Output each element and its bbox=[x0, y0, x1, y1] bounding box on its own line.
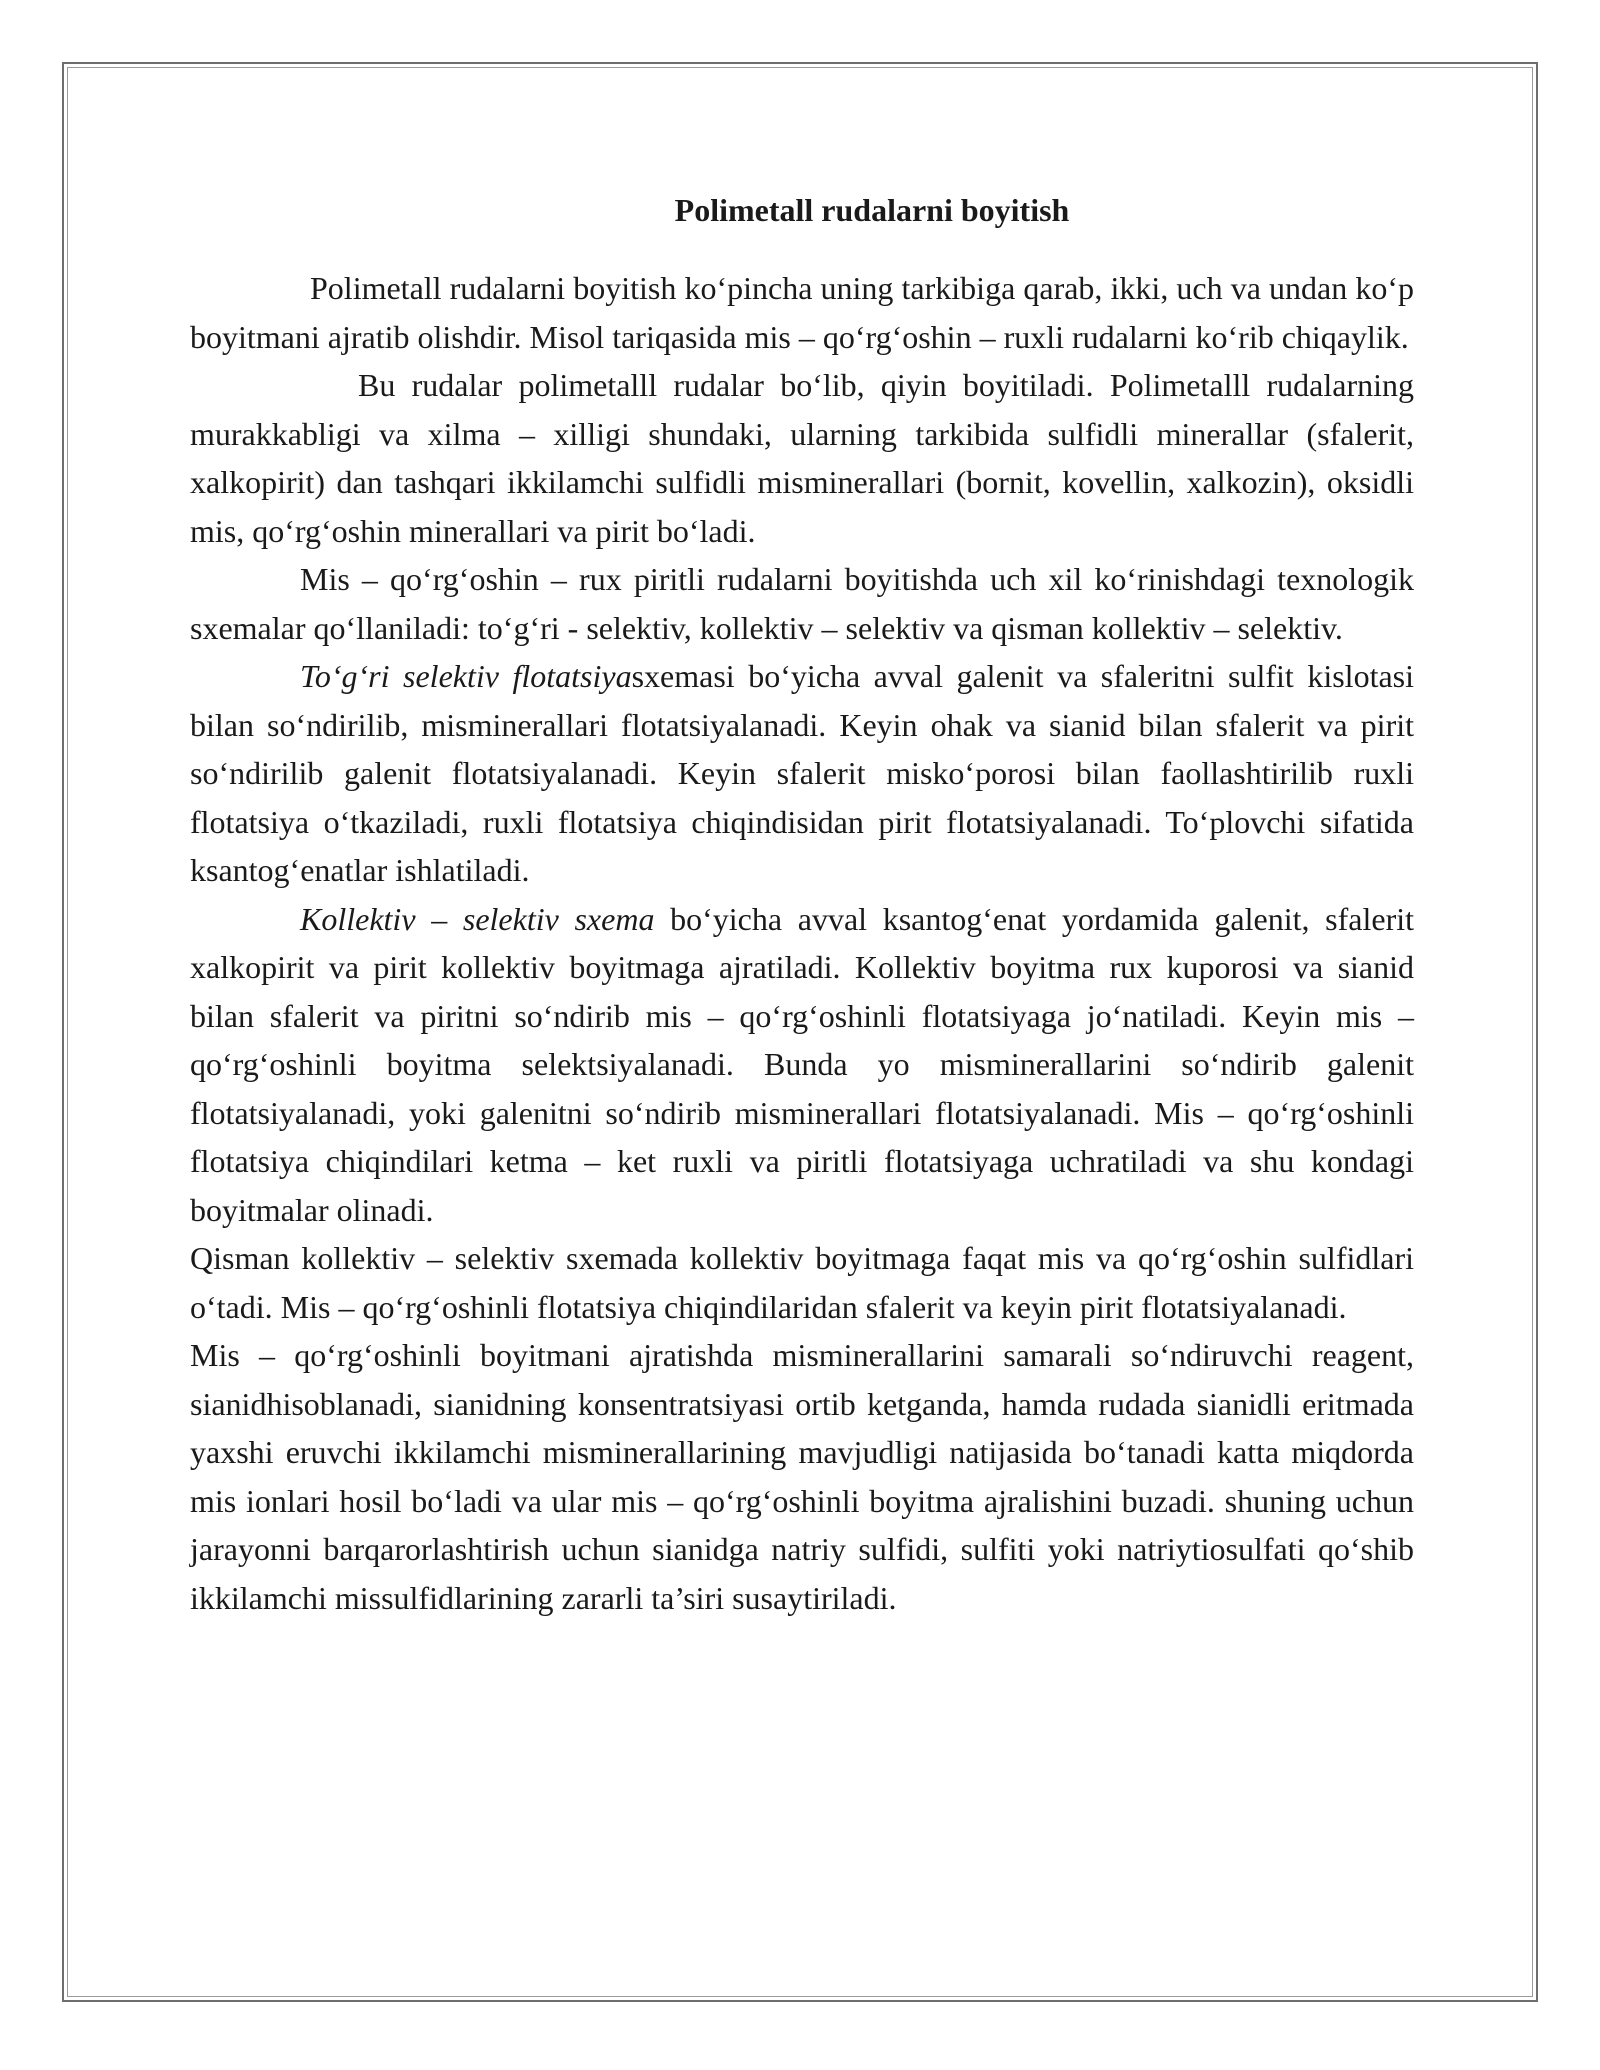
paragraph-1 bbox=[190, 264, 1414, 361]
paragraph-text: Polimetall rudalarni boyitish ko‘pincha uning tarkibiga qarab, ikki, uch va undan ko‘p boyitmani ajratib olishdir. Misol tariqasida mis – qo‘rg‘oshin – ruxli rudalarni ko‘rib chiqaylik. bbox=[190, 270, 1414, 355]
paragraph-2 bbox=[190, 361, 1414, 555]
paragraph-6 bbox=[190, 1234, 1414, 1331]
paragraph-text: Mis – qo‘rg‘oshin – rux piritli rudalarni boyitishda uch xil ko‘rinishdagi texnologik sxemalar qo‘llaniladi: to‘g‘ri - selektiv, kollektiv – selektiv va qisman kollektiv – selektiv. bbox=[190, 561, 1414, 646]
italic-term: Kollektiv – selektiv sxema bbox=[300, 900, 655, 937]
paragraph-text: Bu rudalar polimetalll rudalar bo‘lib, qiyin boyitiladi. Polimetalll rudalarning murakkabligi va xilma – xilligi shundaki, ularning tarkibida sulfidli minerallar (sfalerit, xalkopirit) dan tashqari ikkilamchi sulfidli misminerallari (bornit, kovellin, xalkozin), oksidli mis, qo‘rg‘oshin minerallari va pirit bo‘ladi. bbox=[190, 367, 1414, 549]
paragraph-4 bbox=[190, 652, 1414, 895]
paragraph-text: sxemasi bo‘yicha avval galenit va sfaleritni sulfit kislotasi bilan so‘ndirilib, misminerallari flotatsiyalanadi. Keyin ohak va sianid bilan sfalerit va pirit so‘ndirilib galenit flotatsiyalanadi. Keyin sfalerit misko‘porosi bilan faollashtirilib ruxli flotatsiya o‘tkaziladi, ruxli flotatsiya chiqindisidan pirit flotatsiyalanadi. To‘plovchi sifatida ksantog‘enatlar ishlatiladi. bbox=[190, 658, 1415, 888]
document-body bbox=[190, 186, 1414, 1622]
paragraph-text: Mis – qo‘rg‘oshinli boyitmani ajratishda misminerallarini samarali so‘ndiruvchi reagent, sianidhisoblanadi, sianidning konsentratsiyasi ortib ketganda, hamda rudada sianidli eritmada yaxshi eruvchi ikkilamchi misminerallarining mavjudligi natijasida bo‘tanadi katta miqdorda mis ionlari hosil bo‘ladi va ular mis – qo‘rg‘oshinli boyitma ajralishini buzadi. shuning uchun jarayonni barqarorlashtirish uchun sianidga natriy sulfidi, sulfiti yoki natriytiosulfati qo‘shib ikkilamchi missulfidlarining zararli ta’siri susaytiriladi. bbox=[190, 1337, 1414, 1616]
italic-term: To‘g‘ri selektiv flotatsiya bbox=[300, 658, 632, 694]
document-title: Polimetall rudalarni boyitish bbox=[674, 192, 1070, 228]
paragraph-text: Qisman kollektiv – selektiv sxemada kollektiv boyitmaga faqat mis va qo‘rg‘oshin sulfidlari o‘tadi. Mis – qo‘rg‘oshinli flotatsiya chiqindilaridan sfalerit va keyin pirit flotatsiyalanadi. bbox=[190, 1240, 1414, 1325]
paragraph-3 bbox=[190, 555, 1414, 652]
paragraph-5 bbox=[190, 895, 1414, 1235]
paragraph-7 bbox=[190, 1331, 1414, 1622]
paragraph-text: bo‘yicha avval ksantog‘enat yordamida galenit, sfalerit xalkopirit va pirit kollektiv boyitmaga ajratiladi. Kollektiv boyitma rux kuporosi va sianid bilan sfalerit va piritni so‘ndirib mis – qo‘rg‘oshinli flotatsiyaga jo‘natiladi. Keyin mis – qo‘rg‘oshinli boyitma selektsiyalanadi. Bunda yo misminerallarini so‘ndirib galenit flotatsiyalanadi, yoki galenitni so‘ndirib misminerallari flotatsiyalanadi. Mis – qo‘rg‘oshinli flotatsiya chiqindilari ketma – ket ruxli va piritli flotatsiyaga uchratiladi va shu kondagi boyitmalar olinadi. bbox=[190, 900, 1415, 1228]
